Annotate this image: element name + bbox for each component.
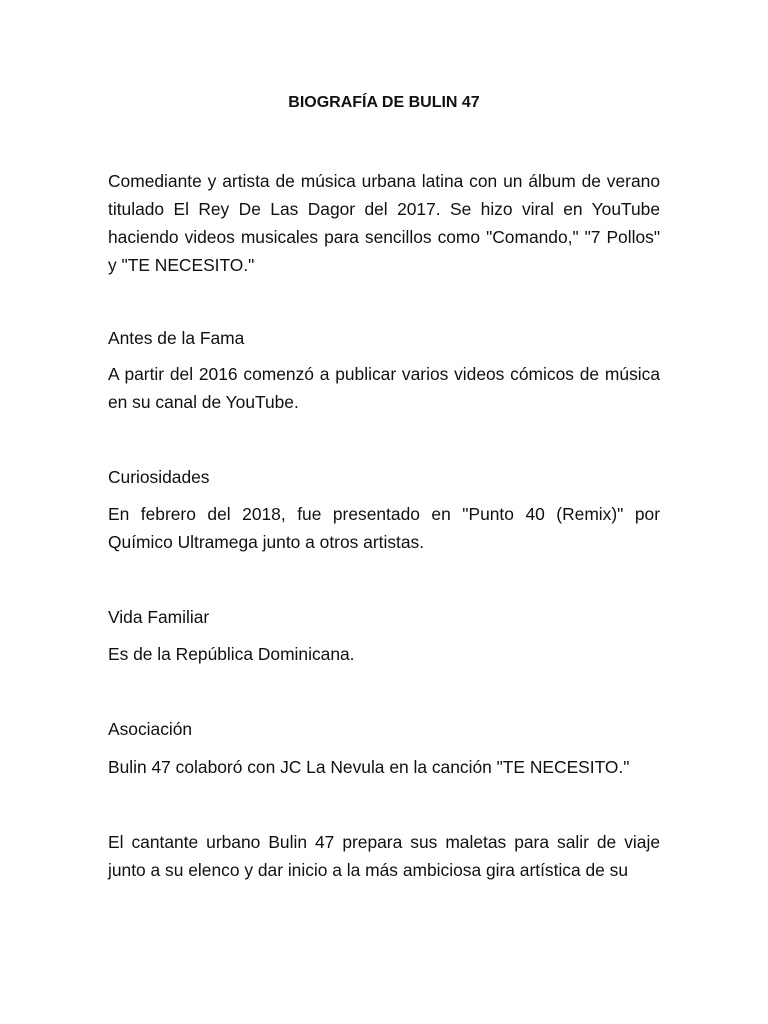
closing-paragraph: El cantante urbano Bulin 47 prepara sus maletas para salir de viaje junto a su elenco y dar inicio a la más ambiciosa gira artística de su: [108, 832, 660, 880]
section-text-curiosidades: En febrero del 2018, fue presentado en "Punto 40 (Remix)" por Químico Ultramega junto a otros artistas.: [108, 504, 660, 552]
section-text-antes-de-la-fama: A partir del 2016 comenzó a publicar varios videos cómicos de música en su canal de YouTube.: [108, 364, 660, 412]
section-heading-curiosidades: Curiosidades: [108, 467, 210, 487]
intro-paragraph: Comediante y artista de música urbana latina con un álbum de verano titulado El Rey De Las Dagor del 2017. Se hizo viral en YouTube haciendo videos musicales para sencillos como "Comando," "7 Pollos" y "TE NECESITO.": [108, 171, 660, 275]
section-heading-vida-familiar: Vida Familiar: [108, 607, 210, 627]
section-text-asociacion: Bulin 47 colaboró con JC La Nevula en la canción "TE NECESITO.": [108, 757, 630, 777]
section-heading-antes-de-la-fama: Antes de la Fama: [108, 328, 245, 348]
section-text-vida-familiar: Es de la República Dominicana.: [108, 644, 355, 664]
document-title: BIOGRAFÍA DE BULIN 47: [288, 94, 480, 111]
section-heading-asociacion: Asociación: [108, 719, 193, 739]
